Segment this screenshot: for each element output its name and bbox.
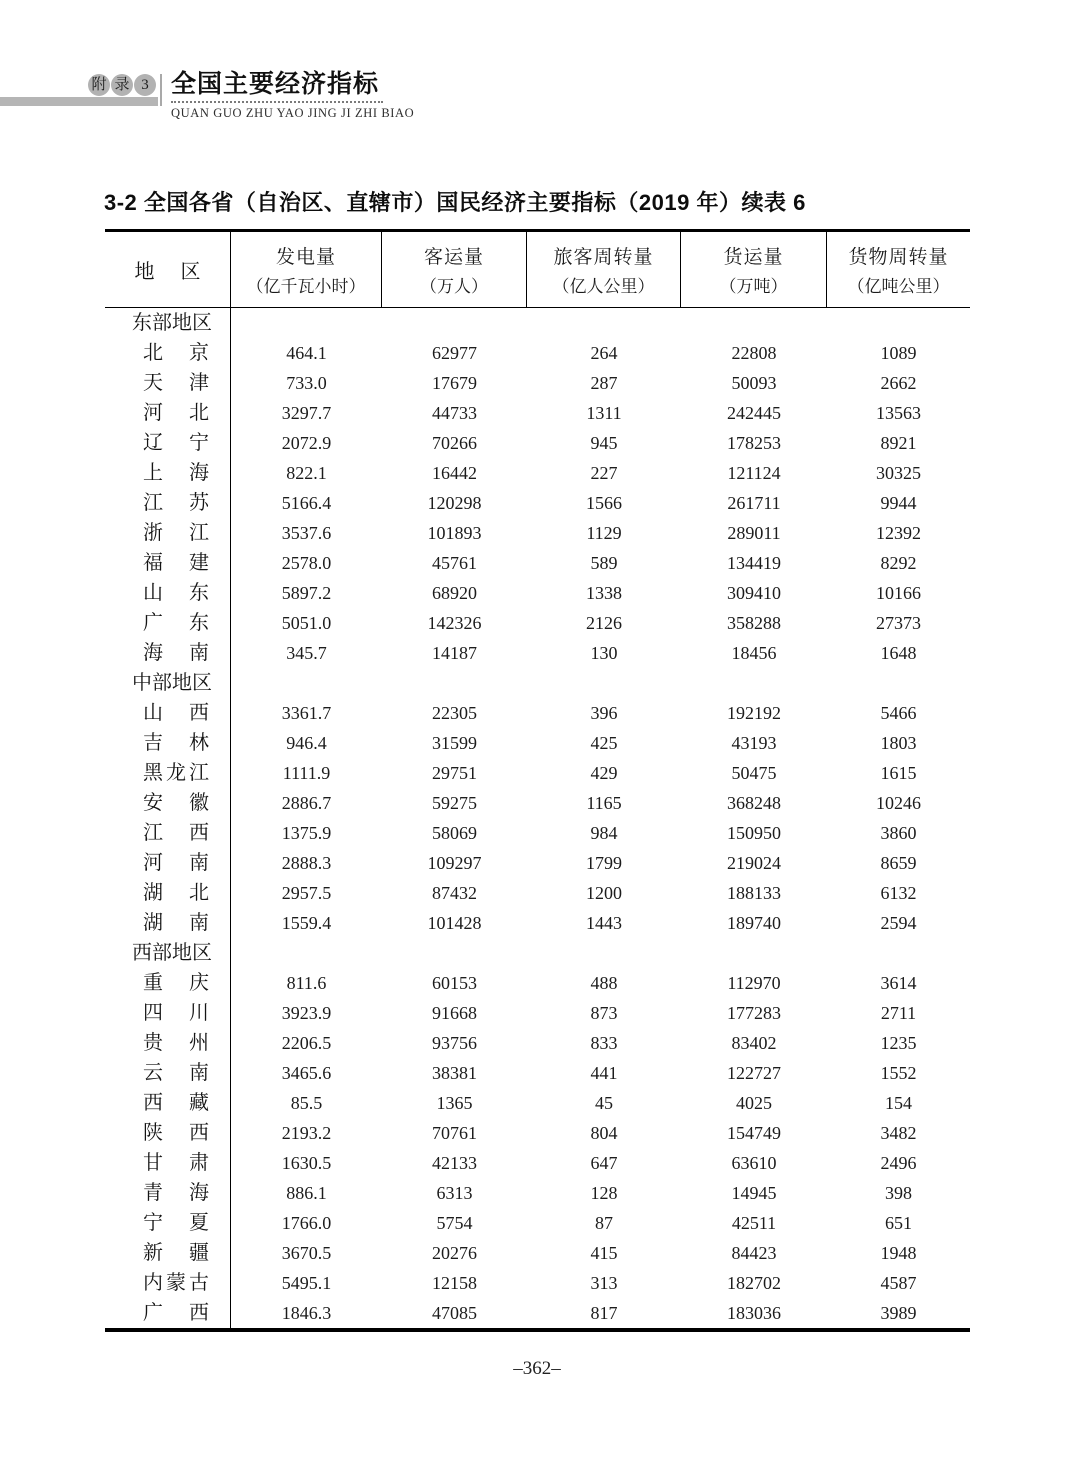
value-cell: 1443 (586, 913, 622, 933)
value-cell: 309410 (727, 583, 781, 603)
value-cell: 5166.4 (281, 493, 332, 513)
region-name: 上 海 (143, 462, 209, 484)
value-cell: 464.1 (286, 343, 327, 363)
region-cell (105, 1238, 231, 1268)
value-cell: 120298 (427, 493, 482, 513)
value-cell (827, 668, 970, 698)
value-cell: 817 (590, 1303, 618, 1323)
value-cell: 20276 (432, 1243, 477, 1263)
badge-char-circle: 录 (111, 74, 133, 96)
column-header-passenger-turnover: 旅客周转量 （亿人公里） (527, 232, 681, 307)
value-cell: 3989 (880, 1303, 917, 1323)
table-row (105, 1268, 970, 1298)
value-cell: 3361.7 (281, 703, 332, 723)
column-header-region (105, 232, 231, 307)
value-cell: 10246 (876, 793, 921, 813)
region-name: 河 北 (143, 402, 209, 424)
value-cell: 101428 (427, 913, 482, 933)
table-row (105, 908, 970, 938)
page-number: –362– (513, 1358, 561, 1379)
region-cell (105, 1058, 231, 1088)
table-row (105, 1088, 970, 1118)
value-cell: 2206.5 (281, 1033, 332, 1053)
table-row (105, 608, 970, 638)
value-cell: 3465.6 (281, 1063, 332, 1083)
table-row (105, 818, 970, 848)
value-cell: 30325 (876, 463, 921, 483)
value-cell: 8292 (880, 553, 917, 573)
value-cell: 85.5 (290, 1093, 323, 1113)
region-cell (105, 1148, 231, 1178)
value-cell (681, 668, 827, 698)
value-cell: 3482 (880, 1123, 917, 1143)
value-cell: 647 (590, 1153, 618, 1173)
region-name: 广 东 (143, 612, 209, 634)
region-cell (105, 338, 231, 368)
region-name: 陕 西 (143, 1122, 209, 1144)
table-row (105, 368, 970, 398)
value-cell: 70761 (432, 1123, 477, 1143)
value-cell: 9944 (880, 493, 917, 513)
region-name: 安 徽 (143, 792, 209, 814)
value-cell: 60153 (432, 973, 477, 993)
value-cell: 651 (885, 1213, 912, 1233)
region-cell (105, 848, 231, 878)
value-cell: 3860 (880, 823, 917, 843)
value-cell: 3537.6 (281, 523, 332, 543)
value-cell: 287 (590, 373, 618, 393)
value-cell: 18456 (731, 643, 777, 663)
economic-indicators-table (105, 229, 970, 1332)
value-cell: 87 (595, 1213, 613, 1233)
region-cell (105, 638, 231, 668)
value-cell: 130 (590, 643, 618, 663)
value-cell: 1648 (880, 643, 917, 663)
region-name: 湖 南 (143, 912, 209, 934)
value-cell: 142326 (427, 613, 482, 633)
value-cell (231, 308, 382, 338)
table-row (105, 638, 970, 668)
table-row (105, 1178, 970, 1208)
value-cell: 112970 (727, 973, 781, 993)
value-cell: 1846.3 (281, 1303, 332, 1323)
value-cell: 22808 (731, 343, 777, 363)
region-cell (105, 728, 231, 758)
value-cell (527, 308, 681, 338)
value-cell: 150950 (727, 823, 781, 843)
value-cell: 4025 (736, 1093, 772, 1113)
table-body (105, 308, 970, 1332)
table-row (105, 998, 970, 1028)
value-cell: 128 (590, 1183, 618, 1203)
value-cell: 886.1 (286, 1183, 327, 1203)
table-row (105, 1298, 970, 1328)
region-name: 新 疆 (143, 1242, 209, 1264)
table-row (105, 428, 970, 458)
table-row (105, 338, 970, 368)
table-row (105, 1238, 970, 1268)
value-cell: 1766.0 (281, 1213, 332, 1233)
region-cell (105, 818, 231, 848)
value-cell: 1630.5 (281, 1153, 332, 1173)
value-cell: 1948 (880, 1243, 917, 1263)
value-cell: 10166 (876, 583, 921, 603)
table-row (105, 758, 970, 788)
value-cell: 22305 (432, 703, 477, 723)
region-cell (105, 1028, 231, 1058)
region-cell (105, 1268, 231, 1298)
value-cell: 1799 (586, 853, 622, 873)
value-cell: 154 (885, 1093, 912, 1113)
value-cell: 27373 (876, 613, 921, 633)
region-name: 湖 北 (143, 882, 209, 904)
value-cell: 29751 (432, 763, 477, 783)
value-cell: 811.6 (286, 973, 327, 993)
value-cell: 1552 (880, 1063, 917, 1083)
value-cell: 368248 (727, 793, 781, 813)
value-cell: 2126 (586, 613, 622, 633)
section-row (105, 668, 970, 698)
value-cell: 1365 (436, 1093, 473, 1113)
value-cell: 429 (590, 763, 618, 783)
region-cell (105, 308, 231, 338)
value-cell: 1803 (880, 733, 917, 753)
value-cell: 1559.4 (281, 913, 332, 933)
value-cell: 945 (590, 433, 618, 453)
value-cell: 289011 (727, 523, 781, 543)
value-cell: 12158 (432, 1273, 477, 1293)
value-cell: 188133 (727, 883, 781, 903)
region-cell (105, 968, 231, 998)
value-cell: 1338 (586, 583, 622, 603)
value-cell: 2072.9 (281, 433, 332, 453)
value-cell: 44733 (432, 403, 477, 423)
region-name: 江 苏 (143, 492, 209, 514)
value-cell: 5495.1 (281, 1273, 332, 1293)
region-cell (105, 698, 231, 728)
value-cell: 8921 (880, 433, 917, 453)
region-name: 重 庆 (143, 972, 209, 994)
value-cell: 3297.7 (281, 403, 332, 423)
badge-char-circle: 附 (88, 74, 110, 96)
value-cell: 13563 (876, 403, 921, 423)
region-name: 内 蒙 古 (143, 1272, 209, 1294)
value-cell: 122727 (727, 1063, 781, 1083)
value-cell: 2886.7 (281, 793, 332, 813)
value-cell: 2888.3 (281, 853, 332, 873)
value-cell: 822.1 (286, 463, 327, 483)
value-cell: 70266 (432, 433, 477, 453)
value-cell: 121124 (727, 463, 781, 483)
section-label: 东部地区 (132, 312, 212, 334)
value-cell: 441 (590, 1063, 618, 1083)
region-name: 海 南 (143, 642, 209, 664)
table-row (105, 968, 970, 998)
region-cell (105, 518, 231, 548)
value-cell: 178253 (727, 433, 781, 453)
region-name: 四 川 (143, 1002, 209, 1024)
region-name: 黑 龙 江 (143, 762, 209, 784)
value-cell: 261711 (727, 493, 781, 513)
region-cell (105, 668, 231, 698)
region-cell (105, 908, 231, 938)
region-name: 天 津 (143, 372, 209, 394)
appendix-title-block (171, 68, 414, 121)
region-name: 青 海 (143, 1182, 209, 1204)
table-row (105, 848, 970, 878)
region-name: 江 西 (143, 822, 209, 844)
region-cell (105, 608, 231, 638)
region-cell (105, 1298, 231, 1328)
value-cell: 68920 (432, 583, 477, 603)
appendix-badge (88, 74, 156, 96)
value-cell: 219024 (727, 853, 781, 873)
value-cell: 242445 (727, 403, 781, 423)
value-cell: 50475 (731, 763, 777, 783)
value-cell: 2193.2 (281, 1123, 332, 1143)
value-cell: 3670.5 (281, 1243, 332, 1263)
value-cell: 101893 (427, 523, 482, 543)
column-header-passenger-traffic: 客运量 （万人） (382, 232, 527, 307)
value-cell: 189740 (727, 913, 781, 933)
column-header-power-generation: 发电量 （亿千瓦小时） (231, 232, 382, 307)
value-cell: 1375.9 (281, 823, 332, 843)
value-cell: 3923.9 (281, 1003, 332, 1023)
table-row (105, 1028, 970, 1058)
value-cell: 47085 (432, 1303, 477, 1323)
value-cell: 5754 (436, 1213, 473, 1233)
value-cell: 109297 (427, 853, 482, 873)
value-cell: 1311 (586, 403, 622, 423)
value-cell: 182702 (727, 1273, 781, 1293)
value-cell: 42133 (432, 1153, 477, 1173)
value-cell: 2594 (880, 913, 917, 933)
region-cell (105, 578, 231, 608)
badge-number-circle: 3 (134, 74, 156, 96)
value-cell (231, 938, 382, 968)
region-cell (105, 368, 231, 398)
value-cell: 415 (590, 1243, 618, 1263)
value-cell: 31599 (432, 733, 477, 753)
value-cell: 2496 (880, 1153, 917, 1173)
value-cell: 177283 (727, 1003, 781, 1023)
value-cell (827, 308, 970, 338)
value-cell: 5897.2 (281, 583, 332, 603)
value-cell: 8659 (880, 853, 917, 873)
table-row (105, 1118, 970, 1148)
value-cell: 589 (590, 553, 618, 573)
value-cell: 59275 (432, 793, 477, 813)
table-header-row (105, 229, 970, 308)
region-name: 山 东 (143, 582, 209, 604)
value-cell: 45761 (432, 553, 477, 573)
region-cell (105, 458, 231, 488)
value-cell: 43193 (731, 733, 777, 753)
column-header-freight-turnover: 货物周转量 （亿吨公里） (847, 247, 950, 296)
value-cell: 14187 (432, 643, 477, 663)
region-header-text: 地 区 (134, 261, 201, 283)
appendix-pinyin: QUAN GUO ZHU YAO JING JI ZHI BIAO (171, 106, 415, 120)
value-cell: 3614 (880, 973, 917, 993)
value-cell: 83402 (731, 1033, 777, 1053)
region-name: 宁 夏 (143, 1212, 209, 1234)
value-cell: 398 (885, 1183, 912, 1203)
value-cell: 63610 (731, 1153, 777, 1173)
region-name: 浙 江 (143, 522, 209, 544)
region-cell (105, 788, 231, 818)
value-cell: 183036 (727, 1303, 781, 1323)
table-row (105, 728, 970, 758)
region-cell (105, 1178, 231, 1208)
value-cell: 134419 (727, 553, 781, 573)
table-row (105, 488, 970, 518)
value-cell: 2662 (880, 373, 917, 393)
region-name: 河 南 (143, 852, 209, 874)
table-row (105, 1148, 970, 1178)
value-cell: 1566 (586, 493, 622, 513)
table-row (105, 1058, 970, 1088)
region-cell (105, 998, 231, 1028)
value-cell: 4587 (880, 1273, 917, 1293)
value-cell: 873 (590, 1003, 618, 1023)
value-cell: 91668 (432, 1003, 477, 1023)
region-cell (105, 758, 231, 788)
section-label: 中部地区 (132, 672, 212, 694)
value-cell: 6132 (880, 883, 917, 903)
region-cell (105, 1088, 231, 1118)
value-cell: 93756 (432, 1033, 477, 1053)
value-cell: 313 (590, 1273, 618, 1293)
value-cell (382, 308, 527, 338)
value-cell: 154749 (727, 1123, 781, 1143)
table-title: 3-2 全国各省（自治区、直辖市）国民经济主要指标（2019 年）续表 6 (104, 190, 806, 215)
table-row (105, 458, 970, 488)
region-cell (105, 1208, 231, 1238)
value-cell: 62977 (432, 343, 477, 363)
value-cell: 58069 (432, 823, 477, 843)
table-row (105, 698, 970, 728)
value-cell: 833 (590, 1033, 618, 1053)
section-label: 西部地区 (132, 942, 212, 964)
value-cell: 84423 (731, 1243, 777, 1263)
section-row (105, 308, 970, 338)
value-cell: 1165 (586, 793, 622, 813)
value-cell: 488 (590, 973, 618, 993)
value-cell: 264 (590, 343, 618, 363)
value-cell: 45 (595, 1093, 613, 1113)
region-cell (105, 398, 231, 428)
value-cell: 804 (590, 1123, 618, 1143)
region-name: 福 建 (143, 552, 209, 574)
appendix-title: 全国主要经济指标 (171, 70, 380, 98)
region-cell (105, 1118, 231, 1148)
value-cell: 1615 (880, 763, 917, 783)
region-name: 辽 宁 (143, 432, 209, 454)
value-cell (231, 668, 382, 698)
value-cell: 1129 (586, 523, 622, 543)
value-cell: 17679 (432, 373, 477, 393)
region-name: 山 西 (143, 702, 209, 724)
region-name: 甘 肃 (143, 1152, 209, 1174)
region-name: 吉 林 (143, 732, 209, 754)
value-cell: 345.7 (286, 643, 327, 663)
section-row (105, 938, 970, 968)
region-cell (105, 938, 231, 968)
value-cell (527, 668, 681, 698)
value-cell (681, 308, 827, 338)
value-cell: 87432 (432, 883, 477, 903)
value-cell: 16442 (432, 463, 477, 483)
region-cell (105, 548, 231, 578)
value-cell (681, 938, 827, 968)
column-header-freight-traffic: 货运量 （万吨） (681, 232, 827, 307)
value-cell: 50093 (731, 373, 777, 393)
table-row (105, 398, 970, 428)
value-cell: 2711 (880, 1003, 917, 1023)
value-cell: 227 (590, 463, 618, 483)
region-name: 贵 州 (143, 1032, 209, 1054)
value-cell (382, 668, 527, 698)
value-cell: 396 (590, 703, 618, 723)
region-name: 北 京 (143, 342, 209, 364)
region-cell (105, 488, 231, 518)
table-row (105, 878, 970, 908)
value-cell (827, 938, 970, 968)
value-cell: 2578.0 (281, 553, 332, 573)
value-cell: 358288 (727, 613, 781, 633)
region-name: 西 藏 (143, 1092, 209, 1114)
value-cell: 5466 (880, 703, 917, 723)
table-row (105, 788, 970, 818)
region-cell (105, 878, 231, 908)
region-name: 云 南 (143, 1062, 209, 1084)
value-cell (382, 938, 527, 968)
region-name: 广 西 (143, 1302, 209, 1324)
value-cell: 42511 (731, 1213, 777, 1233)
header-vertical-divider (160, 74, 162, 106)
table-row (105, 518, 970, 548)
value-cell: 946.4 (286, 733, 327, 753)
value-cell: 1089 (880, 343, 917, 363)
table-row (105, 548, 970, 578)
table-row (105, 578, 970, 608)
table-row (105, 1208, 970, 1238)
value-cell: 38381 (432, 1063, 477, 1083)
value-cell: 1200 (586, 883, 622, 903)
value-cell: 733.0 (286, 373, 327, 393)
value-cell: 1235 (880, 1033, 917, 1053)
value-cell: 192192 (727, 703, 781, 723)
value-cell (527, 938, 681, 968)
value-cell: 984 (590, 823, 618, 843)
value-cell: 5051.0 (281, 613, 332, 633)
value-cell: 1111.9 (282, 763, 331, 783)
value-cell: 12392 (876, 523, 921, 543)
value-cell: 6313 (436, 1183, 473, 1203)
value-cell: 425 (590, 733, 618, 753)
title-dotted-underline (171, 101, 383, 103)
decorative-gray-bar (0, 97, 158, 106)
region-cell (105, 428, 231, 458)
value-cell: 2957.5 (281, 883, 332, 903)
value-cell: 14945 (731, 1183, 777, 1203)
